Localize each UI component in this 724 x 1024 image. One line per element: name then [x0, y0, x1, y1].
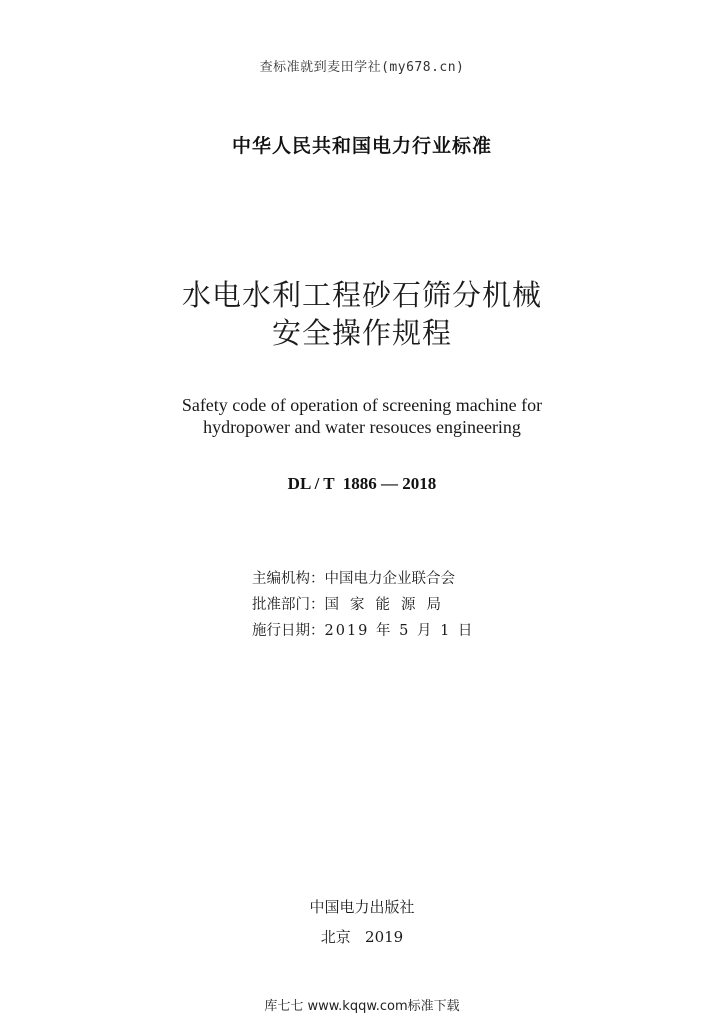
compiler-row: [252, 566, 474, 592]
approver-label: 批准部门：: [252, 597, 325, 613]
publisher-name: 中国电力出版社: [309, 898, 415, 916]
bottom-watermark: 库七七 www.kqqw.com标准下载: [264, 999, 460, 1014]
approver-row: [252, 592, 474, 618]
effective-date-label: 施行日期：: [252, 623, 325, 639]
publication-place-year: 北京 2019: [320, 928, 404, 946]
effective-date-row: [252, 618, 474, 644]
chinese-title-line-2: 安全操作规程: [271, 316, 452, 350]
standard-code: DL / T 1886 — 2018: [287, 474, 437, 493]
top-watermark: 查标准就到麦田学社(my678.cn): [259, 60, 465, 75]
english-title-line-1: Safety code of operation of screening machine for: [181, 395, 543, 415]
english-title-line-2: hydropower and water resouces engineering: [203, 417, 521, 437]
compiler-value: 中国电力企业联合会: [324, 571, 455, 587]
chinese-title-line-1: 水电水利工程砂石筛分机械: [181, 278, 542, 312]
standard-metadata: [252, 566, 474, 644]
industry-standard-heading: 中华人民共和国电力行业标准: [231, 135, 492, 157]
compiler-label: 主编机构：: [252, 571, 325, 587]
chinese-title: [0, 276, 724, 352]
approver-value: 国家能源局: [324, 597, 452, 613]
effective-date-value: 2019 年 5 月 1 日: [324, 623, 475, 639]
english-title: [0, 394, 724, 438]
